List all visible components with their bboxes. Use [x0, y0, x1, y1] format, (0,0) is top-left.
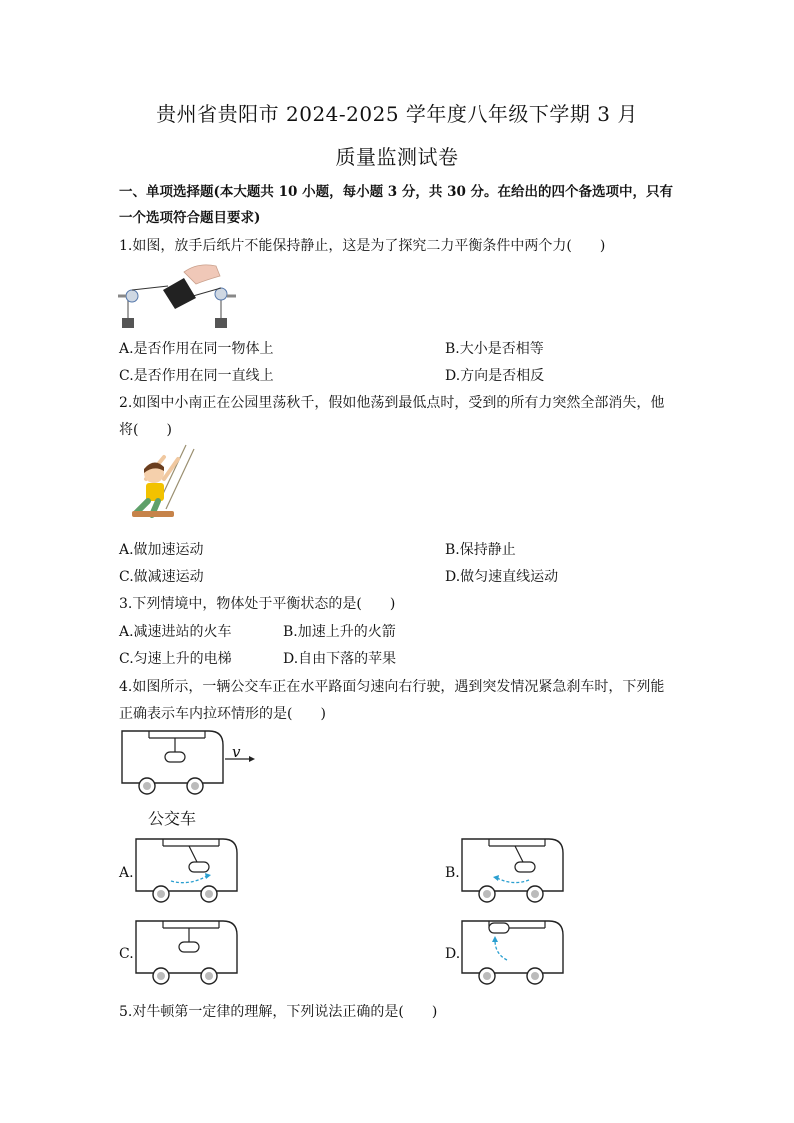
question-2-option-d: D.做匀速直线运动 [445, 569, 559, 585]
question-1-option-b: B.大小是否相等 [445, 341, 544, 357]
question-4-option-a-figure [133, 836, 247, 908]
question-4-option-b-label: B. [445, 865, 460, 881]
velocity-label: v [232, 743, 241, 761]
question-4-stem-line2: 正确表示车内拉环情形的是( ) [119, 706, 326, 722]
question-2-option-b: B.保持静止 [445, 542, 516, 558]
doc-title-line2: 质量监测试卷 [335, 145, 459, 169]
question-5-stem: 5.对牛顿第一定律的理解，下列说法正确的是( ) [119, 1004, 438, 1020]
question-3-option-b: B.加速上升的火箭 [283, 624, 396, 640]
question-2-stem-line2: 将( ) [119, 422, 172, 438]
question-2-option-a: A.做加速运动 [119, 542, 204, 558]
question-1-stem: 1.如图，放手后纸片不能保持静止，这是为了探究二力平衡条件中两个力( ) [119, 238, 606, 254]
question-4-option-c-figure [133, 918, 247, 990]
question-4-option-c-label: C. [119, 946, 134, 962]
question-1-option-d: D.方向是否相反 [445, 368, 545, 384]
bus-figure [119, 728, 259, 800]
question-4-option-a-label: A. [119, 865, 134, 881]
question-3-option-d: D.自由下落的苹果 [283, 651, 397, 667]
section-heading-line2: 一个选项符合题目要求) [119, 210, 261, 226]
question-4-stem-line1: 4.如图所示，一辆公交车正在水平路面匀速向右行驶，遇到突发情况紧急刹车时，下列能 [119, 679, 665, 695]
question-3-stem: 3.下列情境中，物体处于平衡状态的是( ) [119, 596, 396, 612]
question-3-option-c: C.匀速上升的电梯 [119, 651, 232, 667]
question-1-option-c: C.是否作用在同一直线上 [119, 368, 274, 384]
question-1-option-a: A.是否作用在同一物体上 [119, 341, 274, 357]
question-4-option-d-label: D. [445, 946, 461, 962]
section-heading-line1: 一、单项选择题(本大题共 10 小题，每小题 3 分，共 30 分。在给出的四个备选项中，只有 [119, 184, 674, 200]
question-2-option-c: C.做减速运动 [119, 569, 204, 585]
bus-caption: 公交车 [148, 809, 197, 828]
question-2-figure [124, 443, 198, 528]
question-4-option-b-figure [459, 836, 573, 908]
doc-title-line1: 贵州省贵阳市 2024-2025 学年度八年级下学期 3 月 [156, 102, 638, 126]
question-1-figure [118, 260, 238, 332]
question-3-option-a: A.减速进站的火车 [119, 624, 232, 640]
question-4-option-d-figure [459, 918, 573, 990]
question-2-stem-line1: 2.如图中小南正在公园里荡秋千，假如他荡到最低点时，受到的所有力突然全部消失，他 [119, 395, 665, 411]
